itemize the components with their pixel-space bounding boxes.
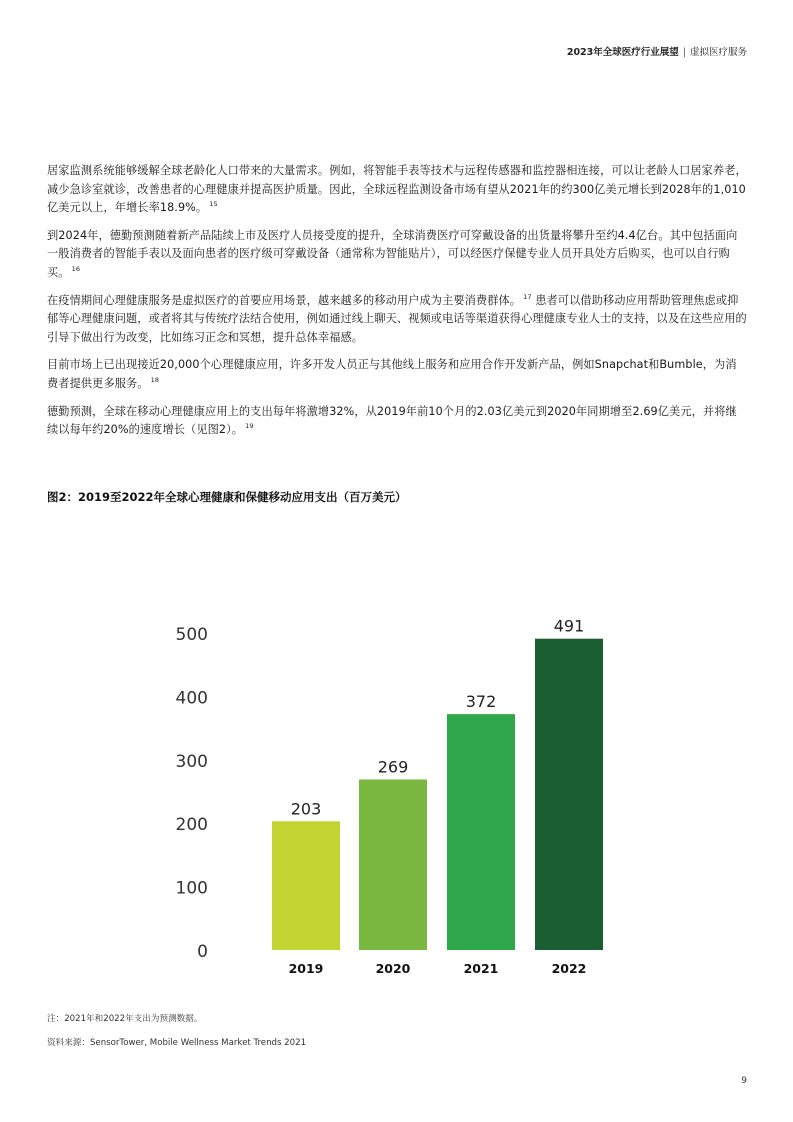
y-tick-label-400: 400 xyxy=(175,688,208,709)
paragraph-3-text: 在疫情期间心理健康服务是虚拟医疗的首要应用场景，越来越多的移动用户成为主要消费群体。 xyxy=(47,293,522,307)
paragraph-3 xyxy=(47,292,747,348)
bar-2019 xyxy=(272,821,340,950)
category-label-2019: 2019 xyxy=(288,961,324,976)
category-label-2022: 2022 xyxy=(551,961,587,976)
y-tick-label-100: 100 xyxy=(175,878,208,899)
value-label-2021: 372 xyxy=(465,692,497,712)
reference-18: 18 xyxy=(150,376,160,385)
paragraph-5-text: 德勤预测，全球在移动心理健康应用上的支出每年将激增32%，从2019年前10个月的2.03亿美元到2020年同期增至2.69亿美元，并将继续以每年约20%的速度增长（见图2）。 xyxy=(47,404,737,437)
page-number: 9 xyxy=(741,1076,747,1086)
paragraph-2 xyxy=(47,227,747,283)
bar-2022 xyxy=(535,639,603,950)
paragraph-5 xyxy=(47,403,747,440)
y-tick-label-500: 500 xyxy=(175,625,208,645)
value-label-2020: 269 xyxy=(377,757,409,777)
page-header xyxy=(567,44,747,58)
forecast-note: 注：2021年和2022年支出为预测数据。 xyxy=(47,1014,203,1024)
paragraph-3-text-cont: 患者可以借助移动应用帮助管理焦虑或抑郁等心理健康问题，或者将其与传统疗法结合使用，例如通过线上聊天、视频或电话等渠道获得心理健康专业人士的支持，以及在这些应用的引导下做出行为改变，比如练习正念和冥想，提升总体幸福感。 xyxy=(47,293,747,344)
reference-16: 16 xyxy=(71,265,81,274)
bar-2020 xyxy=(359,779,427,950)
category-label-2020: 2020 xyxy=(375,961,411,976)
paragraph-1 xyxy=(47,162,747,218)
category-label-2021: 2021 xyxy=(463,961,499,976)
source-note: 资料来源：SensorTower, Mobile Wellness Market Trends 2021 xyxy=(47,1038,307,1048)
y-tick-label-0: 0 xyxy=(197,942,208,962)
reference-19: 19 xyxy=(245,422,254,431)
bar-chart xyxy=(160,610,620,985)
paragraph-2-text: 到2024年，德勤预测随着新产品陆续上市及医疗人员接受度的提升，全球消费医疗可穿戴设备的出货量将攀升至约4.4亿台。其中包括面向一般消费者的智能手表以及面向患者的医疗级可穿戴设备（通常称为智能贴片），可以经医疗保健专业人员开具处方后购买，也可以自行购买。 xyxy=(47,228,738,279)
reference-17: 17 xyxy=(523,292,532,301)
y-tick-label-200: 200 xyxy=(175,815,208,836)
paragraph-4 xyxy=(47,356,747,393)
value-label-2022: 491 xyxy=(553,616,585,636)
figure-title: 图2：2019至2022年全球心理健康和保健移动应用支出（百万美元） xyxy=(47,490,407,504)
value-label-2019: 203 xyxy=(290,799,322,819)
bar-2021 xyxy=(447,714,515,950)
paragraph-4-text: 目前市场上已出现接近20,000个心理健康应用，许多开发人员正与其他线上服务和应用合作开发新产品，例如Snapchat和Bumble，为消费者提供更多服务。 xyxy=(47,358,737,390)
report-title: 2023年全球医疗行业展望 xyxy=(566,47,679,58)
header-separator: | xyxy=(682,47,686,58)
y-tick-label-300: 300 xyxy=(175,751,208,772)
paragraph-1-text: 居家监测系统能够缓解全球老龄化人口带来的大量需求。例如，将智能手表等技术与远程传感器和监控器相连接，可以让老龄人口居家养老，减少急诊室就诊，改善患者的心理健康并提高医护质量。因此，全球远程监测设备市场有望从2021年的约300亿美元增长到2028年的1,010亿美元以上，年增长率18.9%。 xyxy=(47,164,747,215)
section-title: 虚拟医疗服务 xyxy=(689,47,747,58)
reference-15: 15 xyxy=(209,200,218,209)
body-text xyxy=(47,162,747,449)
